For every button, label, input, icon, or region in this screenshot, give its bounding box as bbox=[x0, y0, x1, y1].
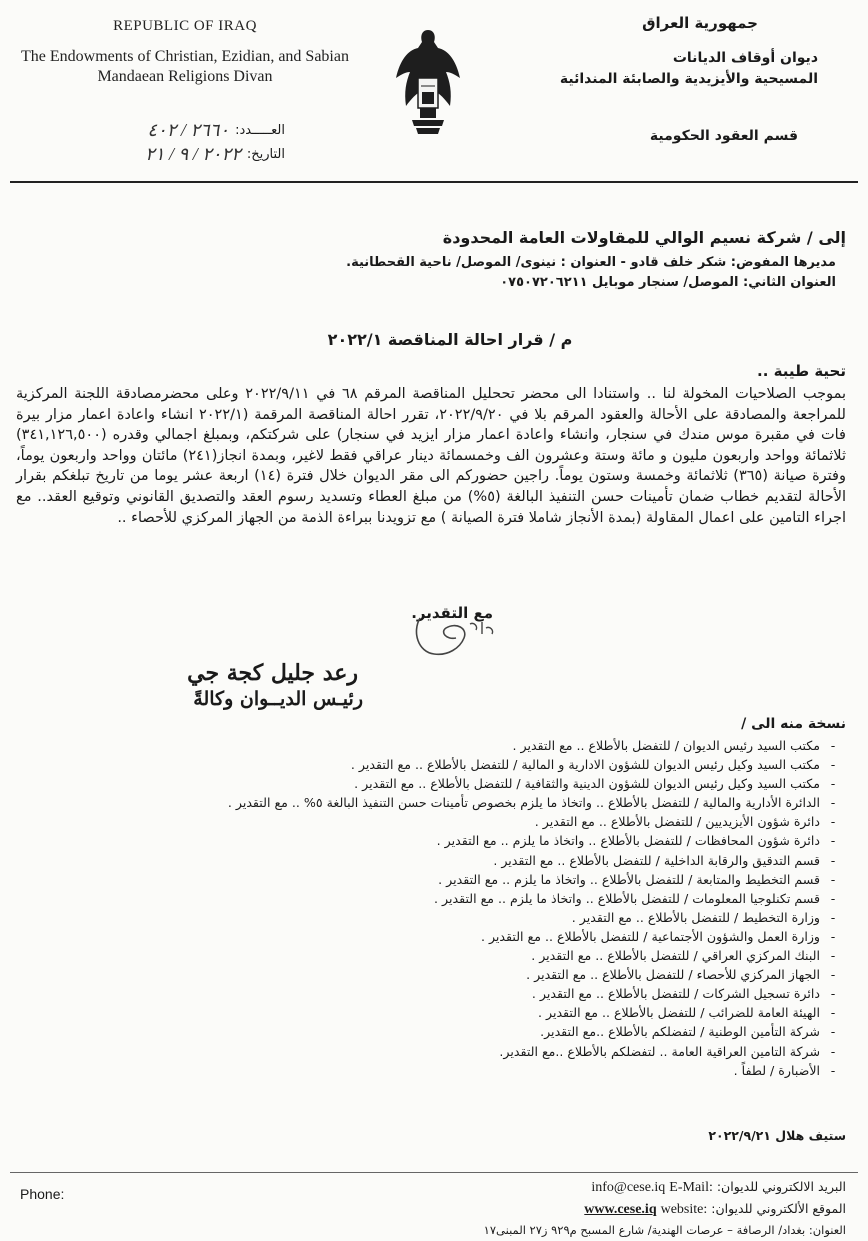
republic-en: REPUBLIC OF IRAQ bbox=[113, 18, 257, 34]
website-label-en: website: bbox=[660, 1202, 708, 1217]
body-paragraph: بموجب الصلاحيات المخولة لنا .. واستنادا الى محضر تححليل المناقصة المرقم ٦٨ في ٢٠٢٢/٩/١١ وعلى محضرمصادقة اللجنة المركزية للمراجعة والمصادقة على الأحالة والعقود المرقم بلا في ٢٠٢٢/٩/٢٠، تقرر احالة المناقصة المرقمة (٢٠٢٢/١ انشاء واعادة اعمار مزار بيرة فات في مقبرة موس مندك في سنجار، وانشاء واعادة اعمار مزار ايزيد في سنجار) على شركتكم، وبمبلغ اجمالي وقدره (٣٤١,١٢٦,٥٠٠) ثلاثمائة وواحد واربعون مليون و مائة وستة وعشرون الف وخمسمائة دينار عراقي فقط لاغير، وبمدة انجاز(٢٤١) مائتان وواحد واربعون يوماً، وفترة صيانة (٣٦٥) ثلاثمائة وخمسة وستون يوماً. راجين حضوركم الى مقر الديوان خلال فترة (١٤) اربعة عشر يوما من تاريخ تبلغكم بقرار الأحالة لتقديم خطاب ضمان تأمينات حسن التنفيذ البالغة (٥%) من مبلغ العطاء وتسديد رسوم العقد والتصديق القانوني وتوقيع العقد.. مع اجراء التامين على اعمال المقاولة (بمدة الأنجاز شاملا فترة الصيانة ) مع تزويدنا ببراءة الذمة من الجهاز المركزي للأحصاء .. bbox=[16, 386, 847, 526]
website-label-ar: الموقع الألكتروني للديوان: bbox=[711, 1201, 846, 1216]
header-divider bbox=[10, 181, 858, 183]
english-letterhead bbox=[20, 18, 350, 87]
list-item: -مكتب السيد رئيس الديوان / للتفضل بالأطلاع .. مع التقدير . bbox=[512, 738, 836, 753]
footer-email-row bbox=[246, 1176, 846, 1198]
department-name: قسم العقود الحكومية bbox=[649, 128, 798, 144]
list-item: -قسم التخطيط والمتابعة / للتفضل بالأطلاع .. واتخاذ ما يلزم .. مع التقدير . bbox=[438, 871, 836, 887]
letter-body bbox=[16, 362, 846, 528]
list-item: -مكتب السيد وكيل رئيس الديوان للشؤون الدينية والثقافية / للتفضل بالأطلاع .. مع التقدير . bbox=[354, 776, 836, 792]
prepared-by: ستيف هلال ٢٠٢٢/٩/٢١ bbox=[708, 1128, 846, 1143]
phone-label: Phone: bbox=[20, 1186, 65, 1202]
number-label: العـــــدد: bbox=[235, 122, 285, 138]
number-value: ٢٦٦٠ / ٤٠٢ bbox=[147, 119, 230, 140]
list-item: -الأضبارة / لطفاً . bbox=[733, 1062, 836, 1078]
divan-name-ar-line2: المسيحية والأيزيدية والصابئة المندائية bbox=[559, 71, 818, 87]
list-item: -دائرة تسجيل الشركات / للتفضل بالأطلاع .. مع التقدير . bbox=[531, 986, 836, 1002]
list-item: -وزارة التخطيط / للتفضل بالأطلاع .. مع التقدير . bbox=[571, 909, 836, 925]
greeting: تحية طيبة .. bbox=[757, 362, 846, 380]
republic-ar: جمهورية العراق bbox=[642, 14, 758, 32]
list-item: -مكتب السيد وكيل رئيس الديوان للشؤون الادارية و المالية / للتفضل بالأطلاع .. مع التقدير . bbox=[350, 757, 836, 773]
footer-divider bbox=[10, 1172, 858, 1173]
recipient-second-address: العنوان الثاني: الموصل/ سنجار موبايل ٠٧٥٠٧٢٠٦٢١١ bbox=[500, 275, 836, 290]
copies-heading: نسخة منه الى / bbox=[741, 716, 846, 732]
footer-contact bbox=[246, 1176, 846, 1241]
closing-regards: مع التقدير. bbox=[411, 604, 493, 622]
list-item: -دائرة شؤون المحافظات / للتفضل بالأطلاع .. واتخاذ ما يلزم .. مع التقدير . bbox=[436, 833, 836, 849]
email-value[interactable]: info@cese.iq bbox=[591, 1180, 666, 1195]
list-item: -الدائرة الأدارية والمالية / للتفضل بالأطلاع .. واتخاذ ما يلزم بخصوص تأمينات حسن التنفيذ البالغة ٥% .. مع التقدير . bbox=[227, 795, 836, 811]
list-item: -البنك المركزي العراقي / للتفضل بالأطلاع .. مع التقدير . bbox=[531, 948, 836, 964]
website-link[interactable]: www.cese.iq bbox=[584, 1202, 657, 1217]
recipient-company: إلى / شركة نسيم الوالي للمقاولات العامة المحدودة bbox=[442, 228, 846, 247]
copies-list bbox=[16, 736, 846, 1080]
email-label-en: E-Mail: bbox=[669, 1180, 713, 1195]
list-item: -الهيئة العامة للضرائب / للتفضل بالأطلاع .. مع التقدير . bbox=[537, 1005, 836, 1021]
letter-subject: م / قرار احالة المناقصة ٢٠٢٢/١ bbox=[327, 330, 573, 349]
footer-address: العنوان: بغداد/ الرصافة – عرصات الهندية/ شارع المسبح م٩٢٩ ز٢٧ المبنى١٧ bbox=[483, 1223, 846, 1237]
divan-name-ar-line1: ديوان أوقاف الديانات bbox=[672, 50, 818, 66]
date-label: التاريخ: bbox=[246, 146, 285, 162]
list-item: -شركة التأمين الوطنية / لتفضلكم بالأطلاع ..مع التقدير. bbox=[540, 1024, 836, 1040]
handwritten-signature-icon bbox=[412, 608, 502, 658]
recipient-manager-line: مديرها المفوض: شكر خلف قادو - العنوان : نينوى/ الموصل/ ناحية القحطانية. bbox=[346, 255, 836, 270]
list-item: -قسم التدقيق والرقابة الداخلية / للتفضل بالأطلاع .. مع التقدير . bbox=[493, 852, 836, 868]
list-item: -الجهاز المركزي للأحصاء / للتفضل بالأطلاع .. مع التقدير . bbox=[526, 967, 836, 983]
email-label-ar: البريد الالكتروني للديوان: bbox=[716, 1179, 846, 1194]
divan-name-en: The Endowments of Christian, Ezidian, and Sabian Mandaean Religions Divan bbox=[21, 48, 349, 85]
arabic-letterhead bbox=[518, 14, 848, 144]
list-item: -وزارة العمل والشؤون الأجتماعية / للتفضل بالأطلاع .. مع التقدير . bbox=[480, 928, 836, 944]
footer-website-row bbox=[246, 1198, 846, 1220]
list-item: -دائرة شؤون الأيزيديين / للتفضل بالأطلاع .. مع التقدير . bbox=[534, 814, 836, 830]
date-value: ٢٠٢٢ / ٩ / ٢١ bbox=[145, 143, 241, 164]
reference-meta bbox=[85, 118, 285, 166]
copies-section bbox=[16, 716, 846, 1080]
iraq-eagle-emblem-icon bbox=[392, 26, 464, 138]
signatory-name: رعد جليل كجة جي bbox=[187, 660, 358, 686]
list-item: -قسم تكنلوجيا المعلومات / للتفضل بالأطلاع .. واتخاذ ما يلزم .. مع التقدير . bbox=[434, 890, 836, 906]
signatory-title: رئيـس الديــوان وكالةً bbox=[193, 688, 363, 710]
recipient-block bbox=[86, 228, 846, 293]
list-item: -شركة التامين العراقية العامة .. لتفضلكم بالأطلاع ..مع التقدير. bbox=[499, 1043, 836, 1059]
